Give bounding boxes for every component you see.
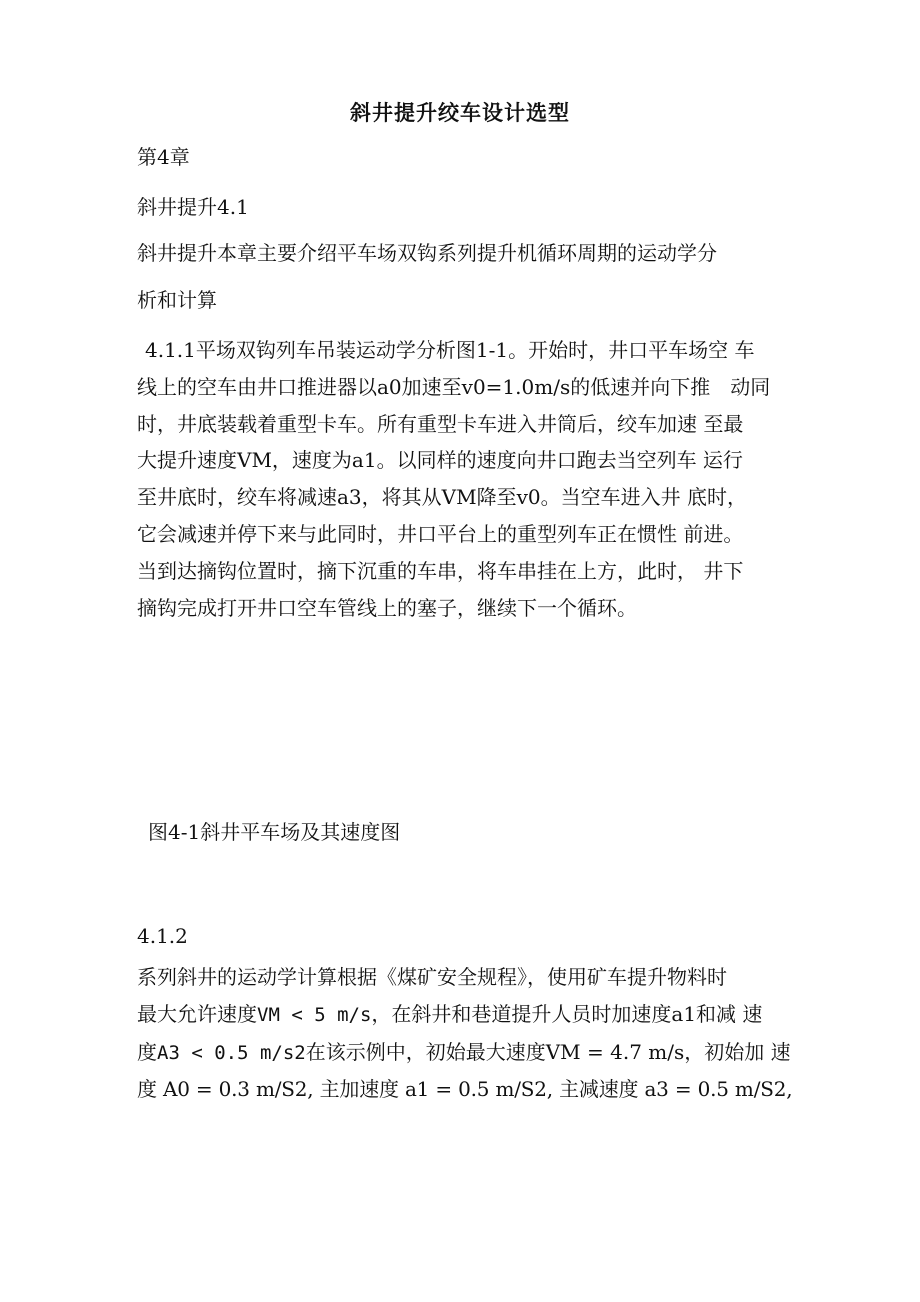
decel-limit-formula: A3 < 0.5 m/s2 [157, 1041, 306, 1064]
para-line [137, 996, 791, 1034]
document-title: 斜井提升绞车设计选型 [350, 100, 570, 125]
para-line: 大提升速度VM，速度为a1。以同样的速度向井口跑去当空列车 运行 [137, 448, 743, 473]
para-line: 度 A0 = 0.3 m/S2, 主加速度 a1 = 0.5 m/S2, 主减速度 a3 = 0.5 m/S2, [137, 1077, 793, 1102]
section-4-1-2-heading: 4.1.2 [137, 924, 188, 948]
para-line: 系列斜井的运动学计算根据《煤矿安全规程》，使用矿车提升物料时 [137, 965, 727, 989]
figure-caption: 图4-1斜井平车场及其速度图 [148, 820, 401, 844]
para-line: 线上的空车由井口推进器以a0加速至v0=1.0m/s的低速并向下推 动同 [137, 374, 771, 399]
chapter-heading: 第4章 [137, 145, 190, 169]
para-line: 它会减速并停下来与此同时，井口平台上的重型列车正在惯性 前进。 [137, 521, 744, 546]
para-line: 4.1.1平场双钩列车吊装运动学分析图1-1。开始时，井口平车场空 车 [145, 338, 755, 362]
text-run: 最大允许速度 [137, 1001, 257, 1026]
speed-limit-formula: VM < 5 m/s [257, 1003, 372, 1026]
paragraph-4-1-1 [137, 332, 791, 626]
text-run: 在该示例中，初始最大速度VM = 4.7 m/s，初始加 速 [305, 1039, 791, 1064]
intro-line-1: 斜井提升本章主要介绍平车场双钩系列提升机循环周期的运动学分 [137, 241, 717, 265]
para-line: 摘钩完成打开井口空车管线上的塞子，继续下一个循环。 [137, 595, 637, 620]
text-run: ，在斜井和巷道提升人员时加速度a1和减 速 [371, 1001, 763, 1026]
text-run: 度 [137, 1039, 157, 1064]
para-line: 至井底时，绞车将减速a3，将其从VM降至v0。当空车进入井 底时， [137, 485, 747, 510]
intro-line-2: 析和计算 [137, 288, 217, 312]
para-line: 时，井底装载着重型卡车。所有重型卡车进入井筒后，绞车加速 至最 [137, 411, 744, 436]
para-line: 当到达摘钩位置时，摘下沉重的车串，将车串挂在上方，此时， 井下 [137, 558, 744, 583]
para-line [137, 1034, 791, 1072]
paragraph-4-1-2 [137, 959, 791, 1108]
section-heading: 斜井提升4.1 [137, 195, 249, 219]
